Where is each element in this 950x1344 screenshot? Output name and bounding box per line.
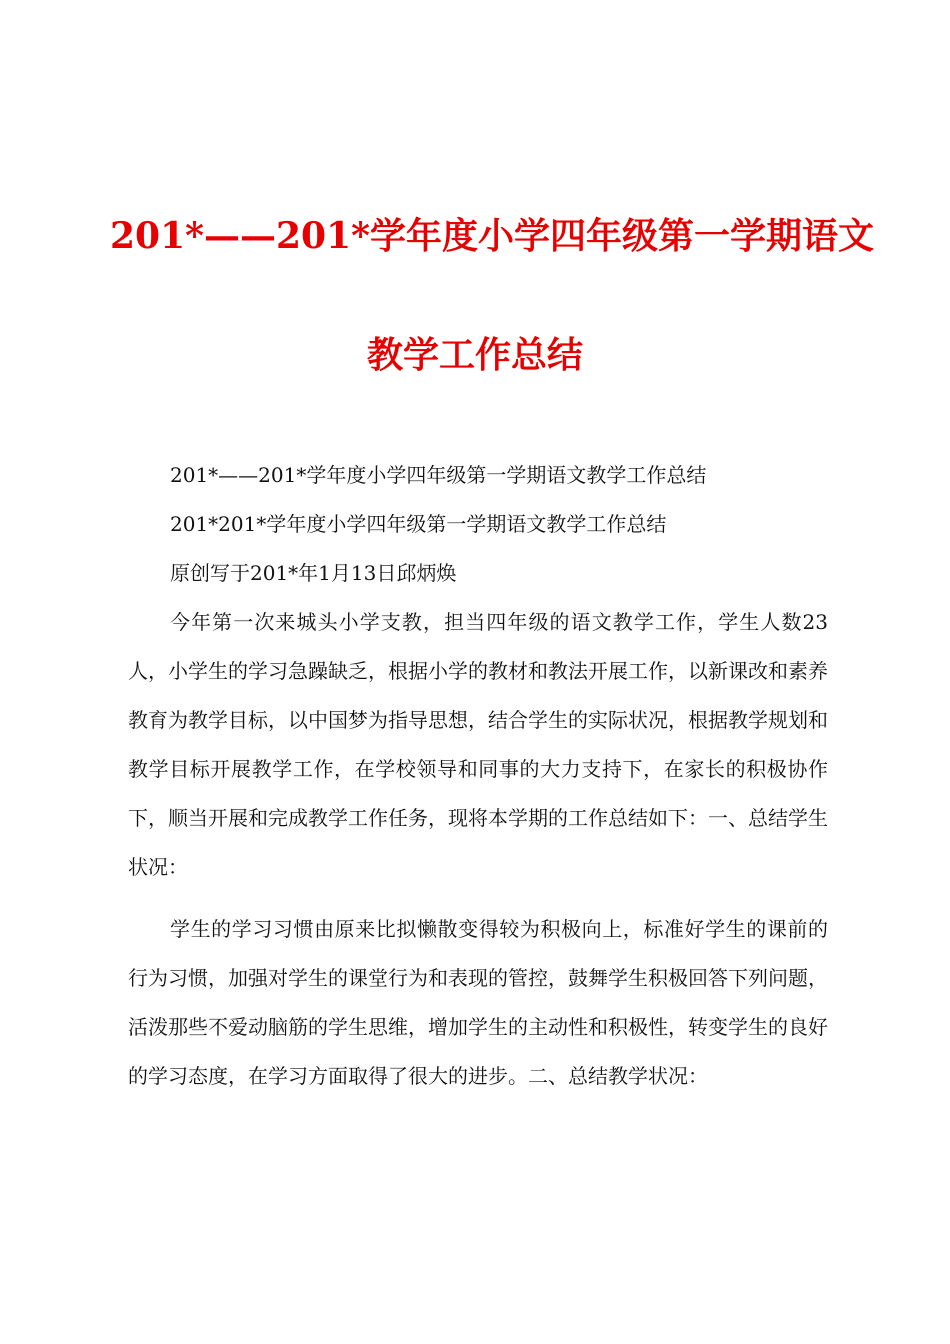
author-date-line: 原创写于201*年1月13日邱炳焕 [170, 561, 457, 585]
document-body [128, 463, 828, 1126]
document-title-line-1: 201*——201*学年度小学四年级第一学期语文 [110, 215, 874, 257]
subtitle-line-2: 201*201*学年度小学四年级第一学期语文教学工作总结 [170, 512, 667, 536]
subtitle-line-1: 201*——201*学年度小学四年级第一学期语文教学工作总结 [170, 463, 707, 487]
paragraph-1: 今年第一次来城头小学支教，担当四年级的语文教学工作，学生人数23人，小学生的学习急躁缺乏，根据小学的教材和教法开展工作，以新课改和素养教育为教学目标，以中国梦为指导思想，结合学生的实际状况，根据教学规划和教学目标开展教学工作，在学校领导和同事的大力支持下，在家长的积极协作下，顺当开展和完成教学工作任务，现将本学期的工作总结如下：一、总结学生状况： [128, 610, 828, 879]
document-title-line-2: 教学工作总结 [366, 334, 583, 376]
paragraph-2: 学生的学习习惯由原来比拟懒散变得较为积极向上，标准好学生的课前的行为习惯，加强对学生的课堂行为和表现的管控，鼓舞学生积极回答下列问题，活泼那些不爱动脑筋的学生思维，增加学生的主动性和积极性，转变学生的良好的学习态度，在学习方面取得了很大的进步。二、总结教学状况： [128, 917, 828, 1088]
